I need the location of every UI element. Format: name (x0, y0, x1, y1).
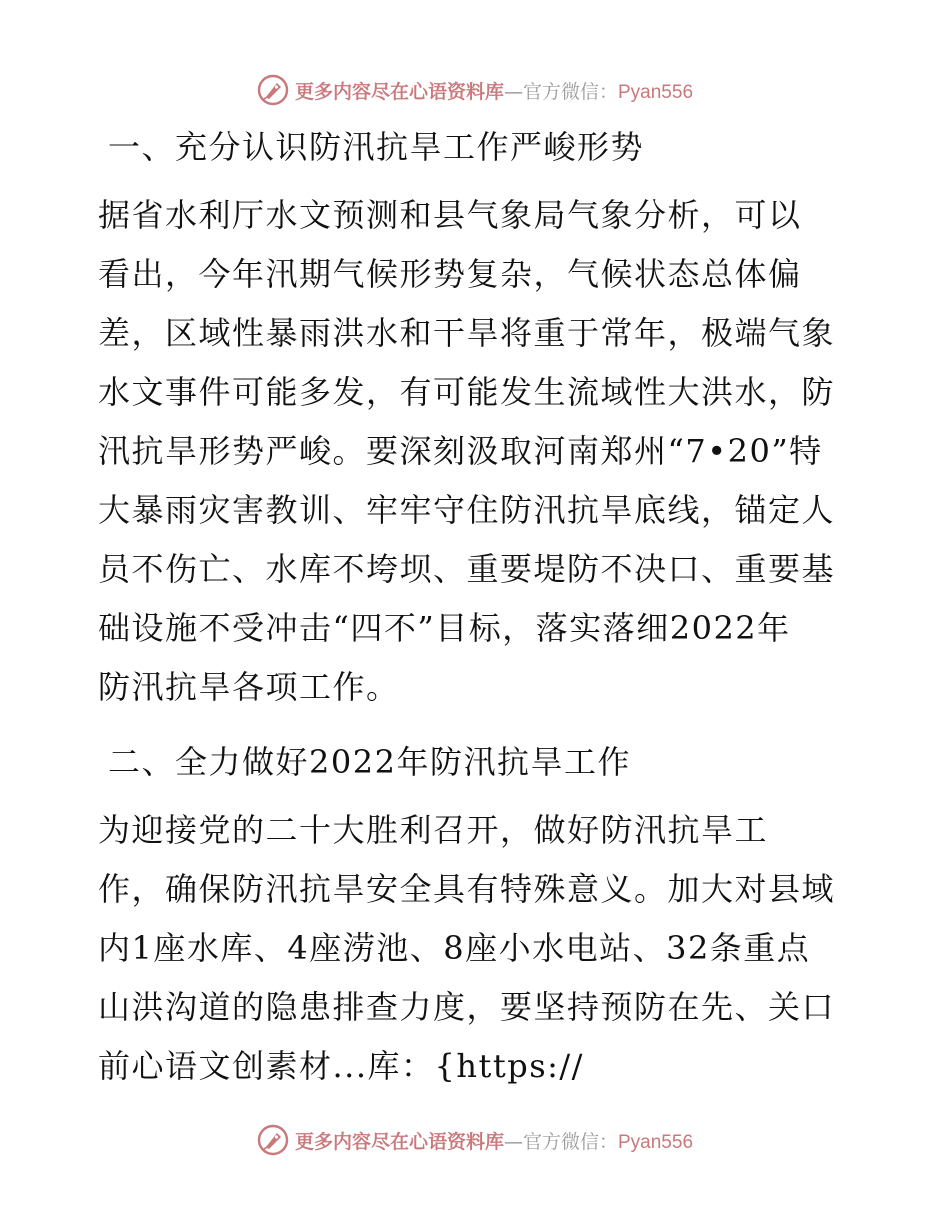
paragraph-line: 础设施不受冲击“四不”目标，落实落细2022年 (98, 609, 791, 647)
section-2-paragraph (98, 801, 858, 1096)
watermark-site-text: 更多内容尽在心语资料库 (294, 1130, 504, 1153)
paragraph-line: 前心语文创素材...库：{https:// (98, 1047, 584, 1085)
paragraph-line: 内1座水库、4座涝池、8座小水电站、32条重点 (98, 929, 811, 967)
paragraph-line: 大暴雨灾害教训、牢牢守住防汛抗旱底线，锚定人 (98, 491, 836, 529)
paragraph-line: 作，确保防汛抗旱安全具有特殊意义。加大对县域 (98, 870, 836, 908)
watermark-dash: — (503, 1130, 523, 1153)
document-body (98, 118, 858, 1112)
paragraph-line: 水文事件可能多发，有可能发生流域性大洪水，防 (98, 373, 836, 411)
watermark-wechat-id: Pyan556 (618, 1131, 694, 1153)
pen-nib-icon (257, 74, 289, 106)
paragraph-line: 为迎接党的二十大胜利召开，做好防汛抗旱工 (98, 811, 769, 849)
paragraph-line: 员不伤亡、水库不垮坝、重要堤防不决口、重要基 (98, 550, 836, 588)
paragraph-line: 据省水利厅水文预测和县气象局气象分析，可以 (98, 196, 802, 234)
paragraph-line: 防汛抗旱各项工作。 (98, 668, 400, 706)
footer-watermark (0, 1120, 950, 1160)
watermark-text (295, 1127, 693, 1154)
paragraph-line: 汛抗旱形势严峻。要深刻汲取河南郑州“7•20”特 (98, 432, 823, 470)
watermark-dash: — (503, 80, 523, 103)
paragraph-line: 山洪沟道的隐患排查力度，要坚持预防在先、关口 (98, 988, 836, 1026)
section-1-paragraph (98, 186, 858, 717)
paragraph-line: 看出，今年汛期气候形势复杂，气候状态总体偏 (98, 255, 802, 293)
watermark-site-text: 更多内容尽在心语资料库 (294, 80, 504, 103)
watermark-wechat-id: Pyan556 (618, 81, 694, 103)
watermark-text (295, 77, 693, 104)
paragraph-line: 差，区域性暴雨洪水和干旱将重于常年，极端气象 (98, 314, 836, 352)
pen-nib-icon (257, 1124, 289, 1156)
section-1-heading: 一、充分认识防汛抗旱工作严峻形势 (108, 128, 645, 166)
section-2-heading: 二、全力做好2022年防汛抗旱工作 (108, 743, 631, 781)
watermark-wechat-label: 官方微信： (522, 1130, 618, 1153)
watermark-wechat-label: 官方微信： (522, 80, 618, 103)
header-watermark (0, 70, 950, 110)
